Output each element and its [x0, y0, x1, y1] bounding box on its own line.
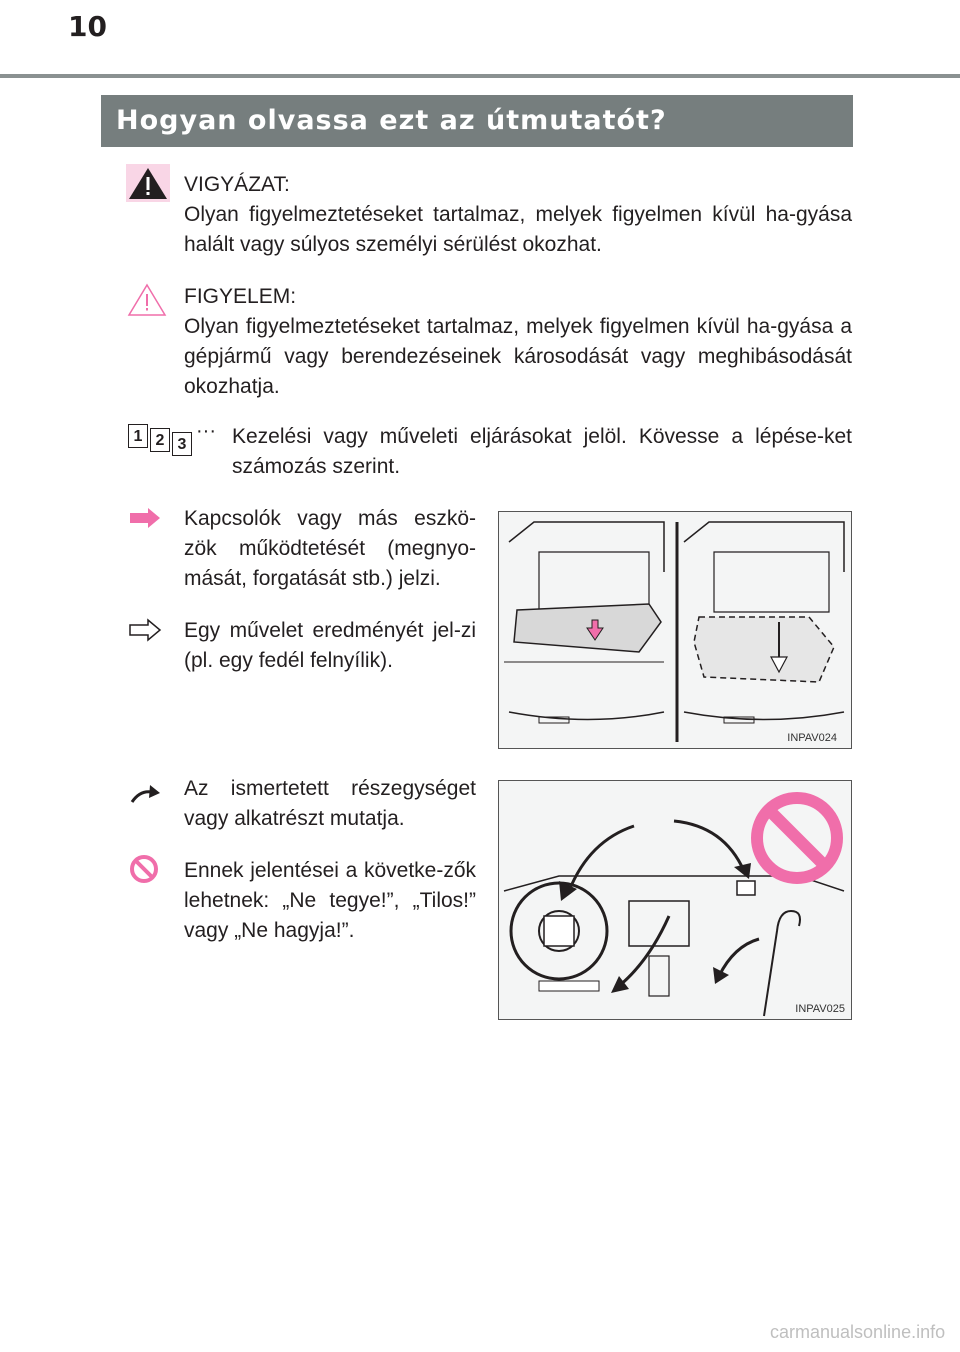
- section-title: Hogyan olvassa ezt az útmutatót?: [101, 95, 853, 147]
- page-number: 10: [68, 10, 107, 43]
- prohibited-text: Ennek jelentései a követke-zők lehetnek: „Ne tegye!”, „Tilos!” vagy „Ne hagyja!”.: [184, 859, 476, 942]
- overhead-console-illustration: [499, 512, 851, 748]
- top-rule: [0, 74, 960, 78]
- caution-block: [184, 282, 852, 402]
- prohibited-icon: [129, 854, 159, 884]
- figure-label: INPAV025: [795, 1003, 845, 1015]
- steps-text: Kezelési vagy műveleti eljárásokat jelöl. Kövesse a lépése-ket számozás szerint.: [232, 425, 852, 478]
- arrow-outline-icon: [128, 618, 162, 642]
- figure-dashboard: [498, 780, 852, 1020]
- caution-text: Olyan figyelmeztetéseket tartalmaz, melyek figyelmen kívül ha-gyása a gépjármű vagy berendezéseinek károsodását vagy meghibásodását okozhatja.: [184, 315, 852, 398]
- figure-overhead-console: [498, 511, 852, 749]
- curved-arrow-icon: [128, 782, 162, 806]
- result-text: Egy művelet eredményét jel-zi (pl. egy fedél felnyílik).: [184, 619, 476, 672]
- figure-label: INPAV024: [787, 732, 837, 744]
- warning-text: Olyan figyelmeztetéseket tartalmaz, melyek figyelmen kívül ha-gyása halált vagy súlyos személyi sérülést okozhat.: [184, 203, 852, 256]
- warning-heading: VIGYÁZAT:: [184, 173, 290, 196]
- caution-heading: FIGYELEM:: [184, 285, 297, 308]
- arrow-filled-icon: [128, 506, 162, 530]
- step-number-3: 3: [172, 432, 192, 456]
- watermark: carmanualsonline.info: [770, 1322, 946, 1342]
- dashboard-illustration: [499, 781, 851, 1019]
- step-number-1: 1: [128, 424, 148, 448]
- caution-triangle-outline-icon: [126, 282, 168, 318]
- operation-text: Kapcsolók vagy más eszkö-zök működtetését (megnyo-mását, forgatását stb.) jelzi.: [184, 507, 476, 590]
- warning-triangle-filled-icon: [126, 164, 170, 202]
- warning-block: [184, 170, 852, 260]
- step-dots: ···: [196, 420, 216, 442]
- step-number-2: 2: [150, 428, 170, 452]
- component-text: Az ismertetett részegységet vagy alkatrészt mutatja.: [184, 777, 476, 830]
